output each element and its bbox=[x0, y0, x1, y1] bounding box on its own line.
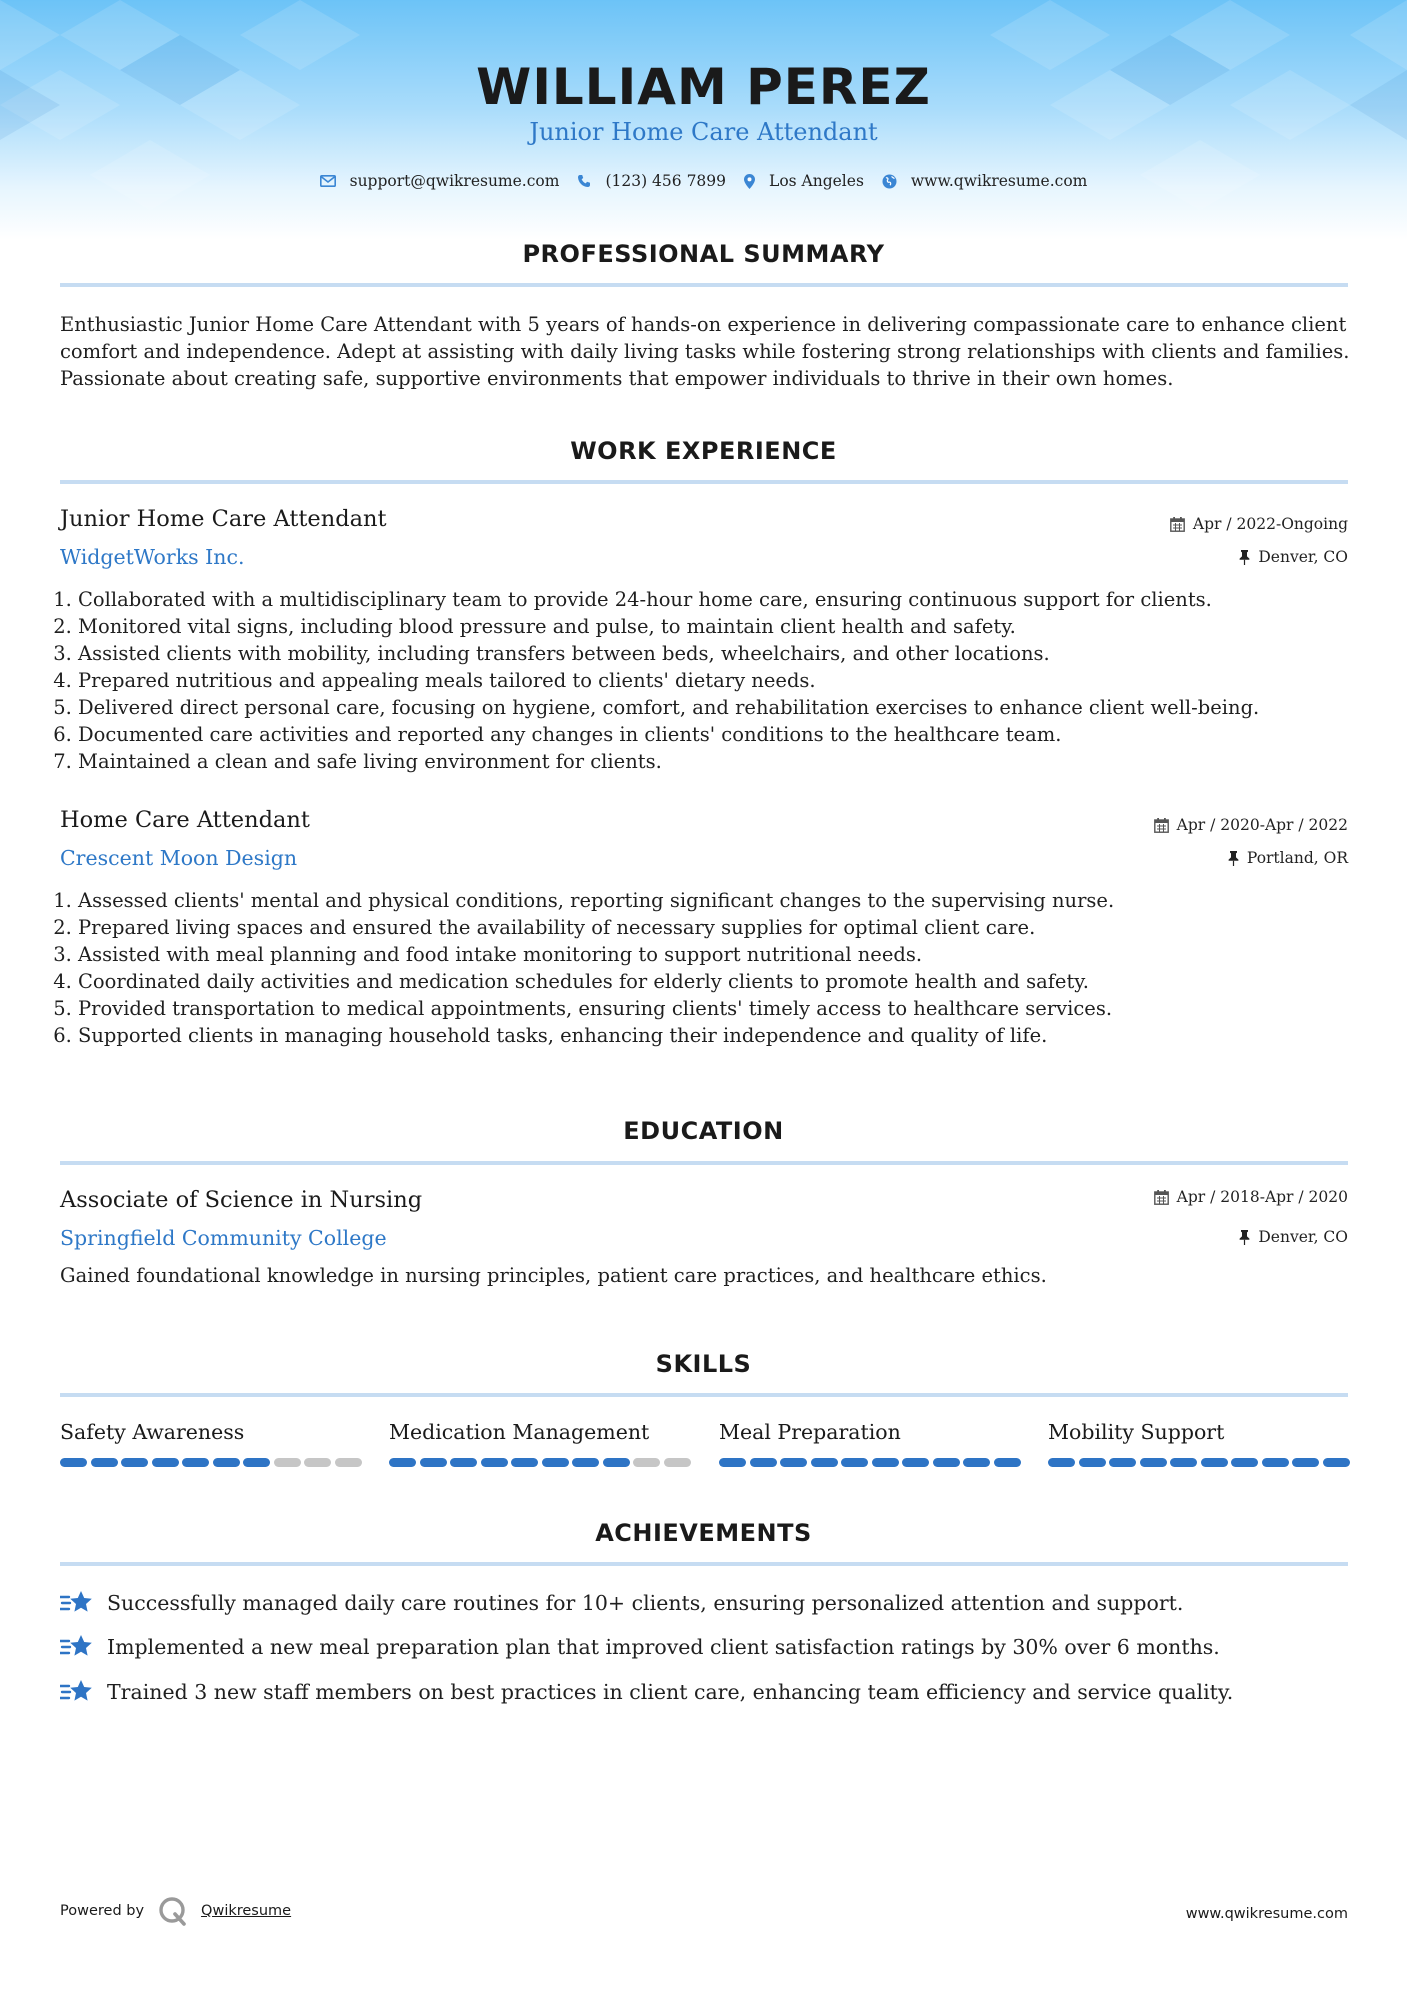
experience-divider bbox=[60, 480, 1348, 484]
achievement-text: Trained 3 new staff members on best practices in client care, enhancing team efficiency and service quality. bbox=[107, 1680, 1234, 1704]
education-dates bbox=[1154, 1188, 1348, 1206]
skill-level-segment-filled bbox=[1231, 1458, 1258, 1467]
list-item: 5. Provided transportation to medical appointments, ensuring clients' timely access to healthcare services. bbox=[78, 995, 1368, 1022]
job-dates-text: Apr / 2022-Ongoing bbox=[1192, 515, 1348, 533]
job-location bbox=[1239, 548, 1348, 566]
footer-url[interactable]: www.qwikresume.com bbox=[1185, 1906, 1348, 1922]
globe-icon bbox=[882, 174, 897, 189]
skill-level-segment-filled bbox=[1323, 1458, 1350, 1467]
phone-icon bbox=[577, 174, 591, 188]
skill-item bbox=[719, 1420, 1019, 1444]
education-heading: EDUCATION bbox=[623, 1117, 784, 1145]
school-name: Springfield Community College bbox=[60, 1226, 387, 1250]
skill-level-segment-empty bbox=[304, 1458, 331, 1467]
education-description: Gained foundational knowledge in nursing principles, patient care practices, and healthcare ethics. bbox=[60, 1264, 1047, 1287]
summary-divider bbox=[60, 283, 1348, 287]
skill-level-segment-filled bbox=[1048, 1458, 1075, 1467]
skill-level-bar bbox=[60, 1458, 365, 1467]
skill-level-segment-filled bbox=[182, 1458, 209, 1467]
contact-website[interactable] bbox=[882, 172, 1087, 190]
star-icon bbox=[60, 1589, 94, 1617]
list-item: 1. Collaborated with a multidisciplinary team to provide 24-hour home care, ensuring continuous support for clients. bbox=[78, 586, 1368, 613]
list-item: 5. Delivered direct personal care, focusing on hygiene, comfort, and rehabilitation exercises to enhance client well-being. bbox=[78, 694, 1368, 721]
skill-level-segment-filled bbox=[811, 1458, 838, 1467]
achievements-divider bbox=[60, 1562, 1348, 1566]
list-item: 3. Assisted with meal planning and food intake monitoring to support nutritional needs. bbox=[78, 941, 1368, 968]
skill-level-segment-filled bbox=[1079, 1458, 1106, 1467]
skills-divider bbox=[60, 1393, 1348, 1397]
list-item: 1. Assessed clients' mental and physical conditions, reporting significant changes to the supervising nurse. bbox=[78, 887, 1368, 914]
list-item: 4. Coordinated daily activities and medication schedules for elderly clients to promote health and safety. bbox=[78, 968, 1368, 995]
location-pin-icon bbox=[744, 174, 755, 189]
contact-location-text: Los Angeles bbox=[769, 172, 864, 190]
skill-level-segment-empty bbox=[664, 1458, 691, 1467]
summary-text: Enthusiastic Junior Home Care Attendant with 5 years of hands-on experience in delivering compassionate care to enhance client comfort and independence. Adept at assisting with daily living tasks while fostering strong relationships with clients and families. Passionate about creating safe, supportive environments that empower individuals to thrive in their own homes. bbox=[60, 313, 1350, 390]
contact-email-text: support@qwikresume.com bbox=[349, 172, 560, 190]
skill-level-segment-filled bbox=[389, 1458, 416, 1467]
skill-level-segment-filled bbox=[152, 1458, 179, 1467]
skill-level-segment-filled bbox=[1170, 1458, 1197, 1467]
list-item: 6. Supported clients in managing household tasks, enhancing their independence and quality of life. bbox=[78, 1022, 1368, 1049]
job-duties-list bbox=[60, 586, 1368, 775]
education-location bbox=[1239, 1228, 1348, 1246]
list-item: 4. Prepared nutritious and appealing meals tailored to clients' dietary needs. bbox=[78, 667, 1368, 694]
degree-title: Associate of Science in Nursing bbox=[60, 1187, 423, 1213]
skill-level-bar bbox=[389, 1458, 694, 1467]
skill-item bbox=[1048, 1420, 1348, 1444]
contact-website-text: www.qwikresume.com bbox=[910, 172, 1088, 190]
contact-phone[interactable] bbox=[577, 172, 726, 190]
star-icon bbox=[60, 1678, 94, 1706]
contact-email[interactable] bbox=[320, 172, 560, 190]
skill-level-segment-filled bbox=[603, 1458, 630, 1467]
skill-level-segment-empty bbox=[633, 1458, 660, 1467]
skill-level-segment-filled bbox=[420, 1458, 447, 1467]
envelope-icon bbox=[320, 175, 336, 187]
skill-level-segment-filled bbox=[121, 1458, 148, 1467]
skill-level-segment-filled bbox=[1109, 1458, 1136, 1467]
skill-level-segment-filled bbox=[213, 1458, 240, 1467]
job-dates-text: Apr / 2020-Apr / 2022 bbox=[1176, 816, 1348, 834]
skill-level-segment-filled bbox=[994, 1458, 1021, 1467]
skill-item bbox=[389, 1420, 689, 1444]
achievement-item bbox=[60, 1678, 1350, 1706]
job-dates bbox=[1154, 816, 1348, 834]
pushpin-icon bbox=[1239, 1230, 1250, 1245]
experience-heading: WORK EXPERIENCE bbox=[570, 437, 837, 465]
skill-name: Meal Preparation bbox=[719, 1420, 901, 1444]
skill-item bbox=[60, 1420, 360, 1444]
job-location-text: Portland, OR bbox=[1246, 849, 1348, 867]
job-duties-list bbox=[60, 887, 1368, 1049]
skill-level-segment-filled bbox=[1292, 1458, 1319, 1467]
job-dates bbox=[1170, 515, 1348, 533]
qwikresume-logo-icon bbox=[158, 1896, 188, 1926]
skill-level-segment-filled bbox=[91, 1458, 118, 1467]
skill-level-segment-filled bbox=[243, 1458, 270, 1467]
achievement-text: Implemented a new meal preparation plan that improved client satisfaction ratings by 30% over 6 months. bbox=[107, 1635, 1220, 1659]
skill-level-segment-filled bbox=[872, 1458, 899, 1467]
calendar-icon bbox=[1154, 818, 1169, 833]
skill-level-segment-filled bbox=[780, 1458, 807, 1467]
education-divider bbox=[60, 1161, 1348, 1165]
skill-level-segment-filled bbox=[963, 1458, 990, 1467]
list-item: 7. Maintained a clean and safe living environment for clients. bbox=[78, 748, 1368, 775]
skill-level-segment-filled bbox=[1262, 1458, 1289, 1467]
list-item: 2. Monitored vital signs, including blood pressure and pulse, to maintain client health and safety. bbox=[78, 613, 1368, 640]
job-company: WidgetWorks Inc. bbox=[60, 545, 245, 569]
achievement-text: Successfully managed daily care routines for 10+ clients, ensuring personalized attention and support. bbox=[107, 1591, 1184, 1615]
skill-level-segment-filled bbox=[719, 1458, 746, 1467]
footer-powered-by bbox=[60, 1896, 291, 1926]
pushpin-icon bbox=[1239, 550, 1250, 565]
list-item: 2. Prepared living spaces and ensured the availability of necessary supplies for optimal client care. bbox=[78, 914, 1368, 941]
education-location-text: Denver, CO bbox=[1258, 1228, 1348, 1246]
skill-level-segment-filled bbox=[542, 1458, 569, 1467]
brand-link[interactable]: Qwikresume bbox=[201, 1903, 292, 1919]
skills-heading: SKILLS bbox=[655, 1350, 752, 1378]
calendar-icon bbox=[1154, 1190, 1169, 1205]
skill-level-segment-filled bbox=[933, 1458, 960, 1467]
skill-level-segment-filled bbox=[1140, 1458, 1167, 1467]
list-item: 6. Documented care activities and reported any changes in clients' conditions to the healthcare team. bbox=[78, 721, 1368, 748]
contact-phone-text: (123) 456 7899 bbox=[605, 172, 727, 190]
job-title: Junior Home Care Attendant bbox=[60, 506, 387, 532]
calendar-icon bbox=[1170, 517, 1185, 532]
skill-level-segment-filled bbox=[572, 1458, 599, 1467]
pushpin-icon bbox=[1228, 851, 1239, 866]
achievements-heading: ACHIEVEMENTS bbox=[595, 1519, 812, 1547]
job-company: Crescent Moon Design bbox=[60, 846, 298, 870]
list-item: 3. Assisted clients with mobility, including transfers between beds, wheelchairs, and other locations. bbox=[78, 640, 1368, 667]
skill-level-segment-filled bbox=[841, 1458, 868, 1467]
powered-by-label: Powered by bbox=[60, 1903, 145, 1919]
skill-level-segment-filled bbox=[750, 1458, 777, 1467]
skill-level-segment-empty bbox=[335, 1458, 362, 1467]
skill-level-segment-empty bbox=[274, 1458, 301, 1467]
skill-name: Medication Management bbox=[389, 1420, 650, 1444]
skill-level-segment-filled bbox=[60, 1458, 87, 1467]
skill-name: Safety Awareness bbox=[60, 1420, 245, 1444]
job-title: Home Care Attendant bbox=[60, 807, 310, 833]
skill-level-segment-filled bbox=[481, 1458, 508, 1467]
achievement-item bbox=[60, 1633, 1350, 1661]
skill-level-bar bbox=[719, 1458, 1024, 1467]
contact-location bbox=[744, 172, 864, 190]
job-location-text: Denver, CO bbox=[1258, 548, 1348, 566]
skill-name: Mobility Support bbox=[1048, 1420, 1225, 1444]
skill-level-segment-filled bbox=[902, 1458, 929, 1467]
skill-level-bar bbox=[1048, 1458, 1353, 1467]
achievement-item bbox=[60, 1589, 1350, 1617]
contact-bar bbox=[0, 172, 1407, 190]
skill-level-segment-filled bbox=[511, 1458, 538, 1467]
job-location bbox=[1228, 849, 1348, 867]
candidate-role: Junior Home Care Attendant bbox=[529, 118, 878, 146]
summary-heading: PROFESSIONAL SUMMARY bbox=[522, 240, 885, 268]
skill-level-segment-filled bbox=[1201, 1458, 1228, 1467]
skill-level-segment-filled bbox=[450, 1458, 477, 1467]
candidate-name: WILLIAM PEREZ bbox=[476, 58, 931, 116]
education-dates-text: Apr / 2018-Apr / 2020 bbox=[1176, 1188, 1348, 1206]
star-icon bbox=[60, 1633, 94, 1661]
